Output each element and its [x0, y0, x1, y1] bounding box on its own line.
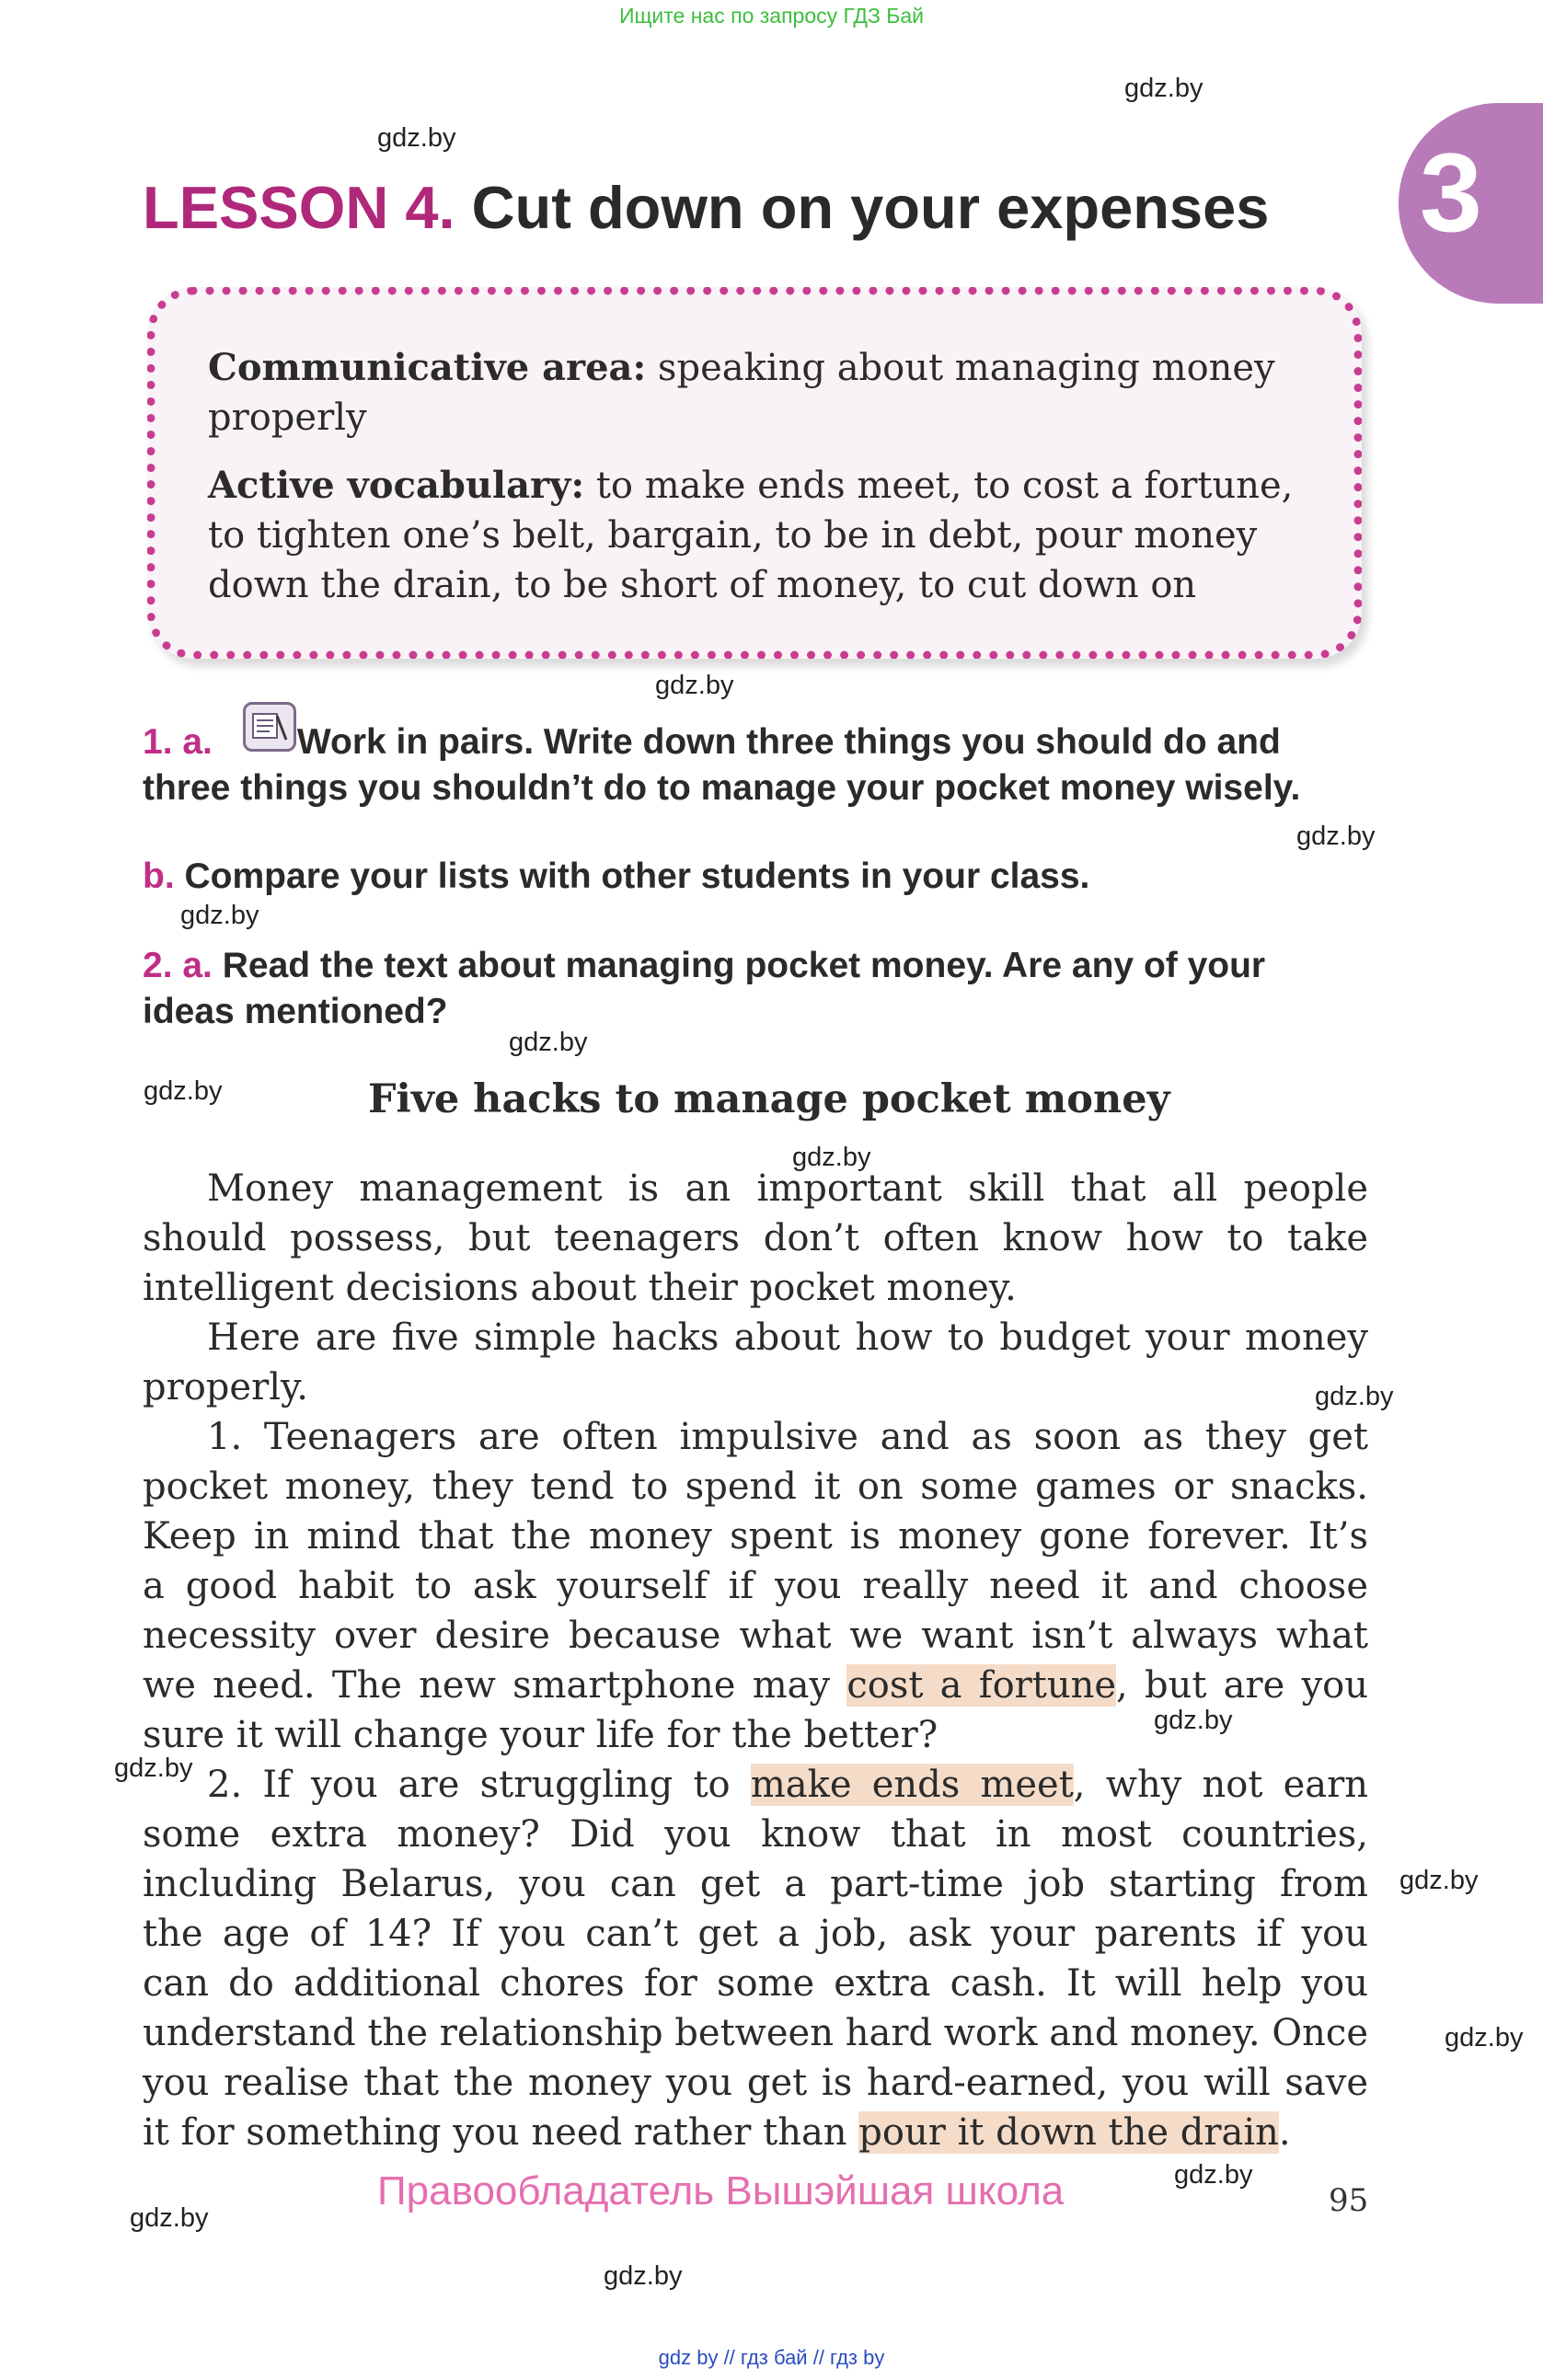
task-2a: 2. a. Read the text about managing pocket money. Are any of your ideas mentioned? — [143, 946, 1266, 1031]
lesson-topic: Cut down on your expenses — [471, 174, 1270, 241]
watermark: gdz.by — [377, 123, 456, 153]
watermark: gdz.by — [130, 2203, 209, 2233]
task-1a-number: 1. a. — [143, 722, 213, 762]
watermark: gdz.by — [144, 1076, 223, 1106]
lesson-label: LESSON 4. — [143, 174, 455, 241]
communicative-area-label: Communicative area: — [208, 346, 647, 389]
lesson-title — [143, 175, 1269, 241]
active-vocabulary: Active vocabulary: to make ends meet, to cost a fortune, to tighten one’s belt, bargain, to be in debt, pour money down the drain, to be short of money, to cut down on — [208, 464, 1294, 606]
unit-number: 3 — [1420, 130, 1482, 255]
task-1b: b. Compare your lists with other students in your class. — [143, 857, 1090, 896]
watermark: gdz.by — [509, 1028, 588, 1057]
watermark: gdz.by — [655, 671, 734, 700]
watermark: gdz.by — [180, 901, 259, 930]
watermark: gdz.by — [114, 1753, 193, 1783]
top-note: Ищите нас по запросу ГДЗ Бай — [618, 4, 925, 28]
bottom-links[interactable]: gdz by // гдз бай // гдз by — [658, 2346, 885, 2369]
watermark: gdz.by — [1154, 1706, 1233, 1735]
highlight-pour-it-down-the-drain: pour it down the drain — [858, 2111, 1279, 2154]
copyright-notice: Правообладатель Вышэйшая школа — [377, 2168, 1065, 2213]
watermark: gdz.by — [1315, 1382, 1394, 1411]
highlight-make-ends-meet: make ends meet — [750, 1764, 1074, 1806]
page-number: 95 — [1329, 2182, 1369, 2219]
watermark: gdz.by — [1124, 74, 1203, 103]
watermark: gdz.by — [1399, 1866, 1479, 1895]
watermark: gdz.by — [1445, 2023, 1524, 2052]
highlight-cost-a-fortune: cost a fortune — [846, 1664, 1117, 1707]
task-2a-number: 2. a. — [143, 946, 213, 985]
task-1a: 1. a. Work in pairs. Write down three things you should do and three things you shouldn’t do to manage your pocket money wisely. — [143, 722, 1301, 808]
watermark: gdz.by — [792, 1143, 871, 1172]
watermark: gdz.by — [604, 2261, 683, 2291]
task-1b-number: b. — [143, 857, 175, 896]
watermark: gdz.by — [1174, 2160, 1253, 2190]
communicative-area: Communicative area: speaking about managing money properly — [208, 346, 1275, 439]
active-vocabulary-label: Active vocabulary: — [208, 464, 585, 507]
watermark: gdz.by — [1296, 822, 1376, 851]
article-title: Five hacks to manage pocket money — [368, 1076, 1170, 1122]
